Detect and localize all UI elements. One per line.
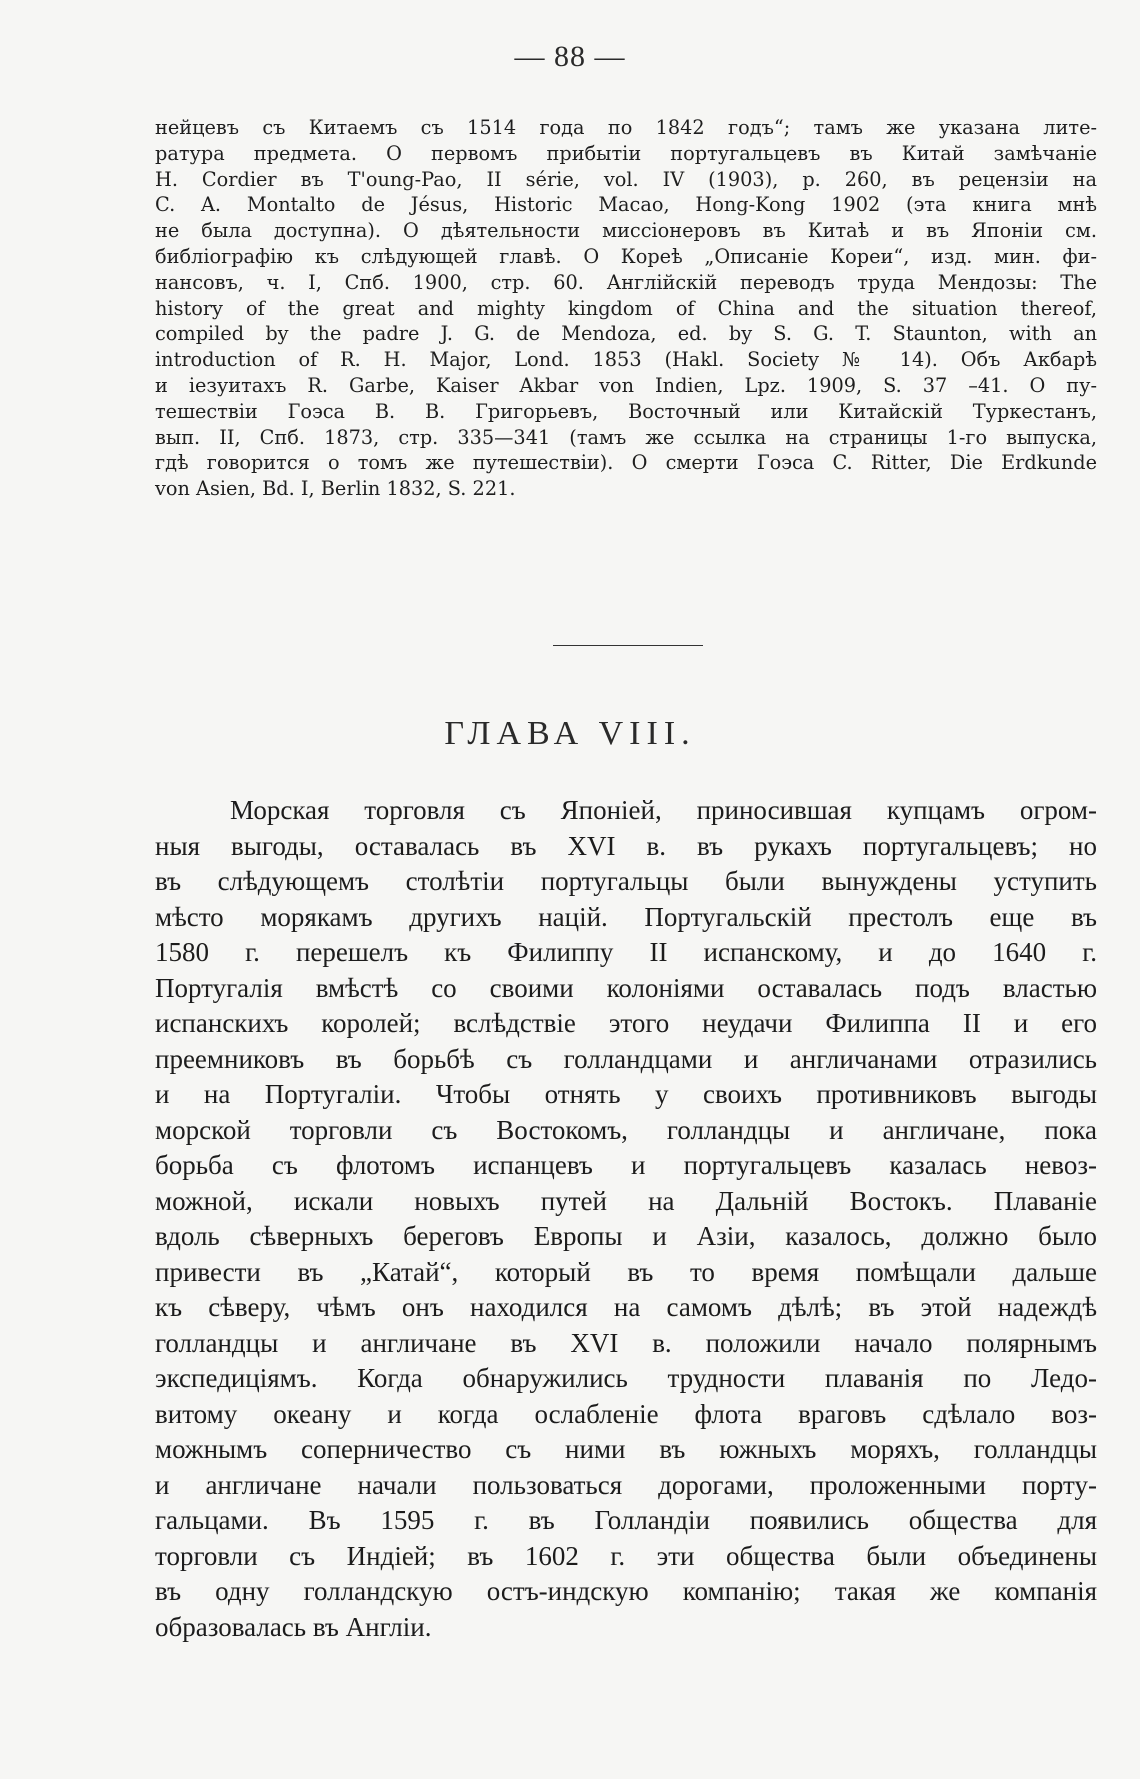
body-line: въ одну голландскую остъ-индскую компанію; такая же компанія — [155, 1576, 1097, 1606]
body-line: 1580 г. перешелъ къ Филиппу II испанскому, и до 1640 г. — [155, 937, 1097, 967]
body-line: витому океану и когда ослабленіе флота враговъ сдѣлало воз- — [155, 1398, 1097, 1429]
footnote-line: нансовъ, ч. I, Спб. 1900, стр. 60. Англійскій переводъ труда Мендозы: The — [155, 270, 1097, 294]
body-line: испанскихъ королей; вслѣдствіе этого неудачи Филиппа II и его — [155, 1008, 1097, 1038]
body-line: экспедиціямъ. Когда обнаружились трудности плаванія по Ледо- — [155, 1363, 1097, 1393]
footnote-line: C. A. Montalto de Jésus, Historic Macao, Hong-Kong 1902 (эта книга мнѣ — [155, 193, 1097, 217]
footnote-line: гдѣ говорится о томъ же путешествіи). О смерти Гоэса C. Ritter, Die Erdkunde — [155, 451, 1097, 475]
body-line: и англичане начали пользоваться дорогами, проложенными порту- — [155, 1469, 1097, 1500]
body-line: торговли съ Индіей; въ 1602 г. эти общества были объединены — [155, 1540, 1097, 1571]
body-line: къ сѣверу, чѣмъ онъ находился на самомъ дѣлѣ; въ этой надеждѣ — [155, 1292, 1097, 1322]
body-line: преемниковъ въ борьбѣ съ голландцами и англичанами отразились — [155, 1043, 1097, 1074]
body-line: мѣсто морякамъ другихъ націй. Португальскій престолъ еще въ — [155, 901, 1097, 932]
body-line: морской торговли съ Востокомъ, голландцы и англичане, пока — [155, 1114, 1097, 1145]
body-line: можнымъ соперничество съ ними въ южныхъ моряхъ, голландцы — [155, 1434, 1097, 1464]
body-line: образовалась въ Англіи. — [155, 1611, 432, 1642]
footnote-line: von Asien, Bd. I, Berlin 1832, S. 221. — [155, 477, 516, 501]
body-line: борьба съ флотомъ испанцевъ и португальцевъ казалась невоз- — [155, 1150, 1097, 1180]
footnote-line: нейцевъ съ Китаемъ съ 1514 года по 1842 годъ“; тамъ же указана лите- — [155, 116, 1097, 139]
body-line: привести въ „Катай“, который въ то время помѣщали дальше — [155, 1256, 1097, 1287]
footnote-line: ратура предмета. О первомъ прибытіи португальцевъ въ Китай замѣчаніе — [155, 141, 1097, 165]
body-line: Морская торговля съ Японіей, приносившая купцамъ огром- — [230, 795, 1097, 825]
body-line: гальцами. Въ 1595 г. въ Голландіи появились общества для — [155, 1505, 1097, 1535]
footnote-line: и іезуитахъ R. Garbe, Kaiser Akbar von Indien, Lpz. 1909, S. 37 –41. О пу- — [155, 373, 1097, 397]
section-separator — [553, 645, 703, 646]
footnote-block — [155, 115, 1097, 502]
body-line: голландцы и англичане въ XVI в. положили начало полярнымъ — [155, 1327, 1097, 1358]
body-line: вдоль сѣверныхъ береговъ Европы и Азіи, казалось, должно было — [155, 1221, 1097, 1251]
footnote-line: history of the great and mighty kingdom of China and the situation thereof, — [155, 296, 1097, 320]
page-number: — 88 — — [514, 40, 626, 73]
chapter-title: ГЛАВА VIII. — [444, 715, 696, 752]
footnote-line: H. Cordier въ T'oung-Pao, II série, vol. IV (1903), p. 260, въ рецензіи на — [155, 167, 1097, 191]
body-line: въ слѣдующемъ столѣтіи португальцы были вынуждены уступить — [155, 866, 1097, 896]
footnote-line: не была доступна). О дѣятельности миссіонеровъ въ Китаѣ и въ Японіи см. — [155, 219, 1097, 243]
footnote-line: introduction of R. H. Major, Lond. 1853 (Hakl. Society № 14). Объ Акбарѣ — [155, 348, 1097, 372]
body-line: Португалія вмѣстѣ со своими колоніями оставалась подъ властью — [155, 972, 1097, 1003]
footnote-line: тешествіи Гоэса В. В. Григорьевъ, Восточный или Китайскій Туркестанъ, — [155, 399, 1097, 423]
footnote-line: библіографію къ слѣдующей главѣ. О Кореѣ „Описаніе Кореи“, изд. мин. фи- — [155, 244, 1097, 268]
body-line: и на Португаліи. Чтобы отнять у своихъ противниковъ выгоды — [155, 1079, 1097, 1109]
chapter-body-text — [155, 793, 1097, 1645]
footnote-line: вып. II, Спб. 1873, стр. 335—341 (тамъ же ссылка на страницы 1-го выпуска, — [155, 425, 1097, 449]
body-line: можной, искали новыхъ путей на Дальній Востокъ. Плаваніе — [155, 1185, 1097, 1216]
footnote-line: compiled by the padre J. G. de Mendoza, ed. by S. G. T. Staunton, with an — [155, 322, 1097, 346]
body-line: ныя выгоды, оставалась въ XVI в. въ рукахъ португальцевъ; но — [155, 830, 1097, 861]
